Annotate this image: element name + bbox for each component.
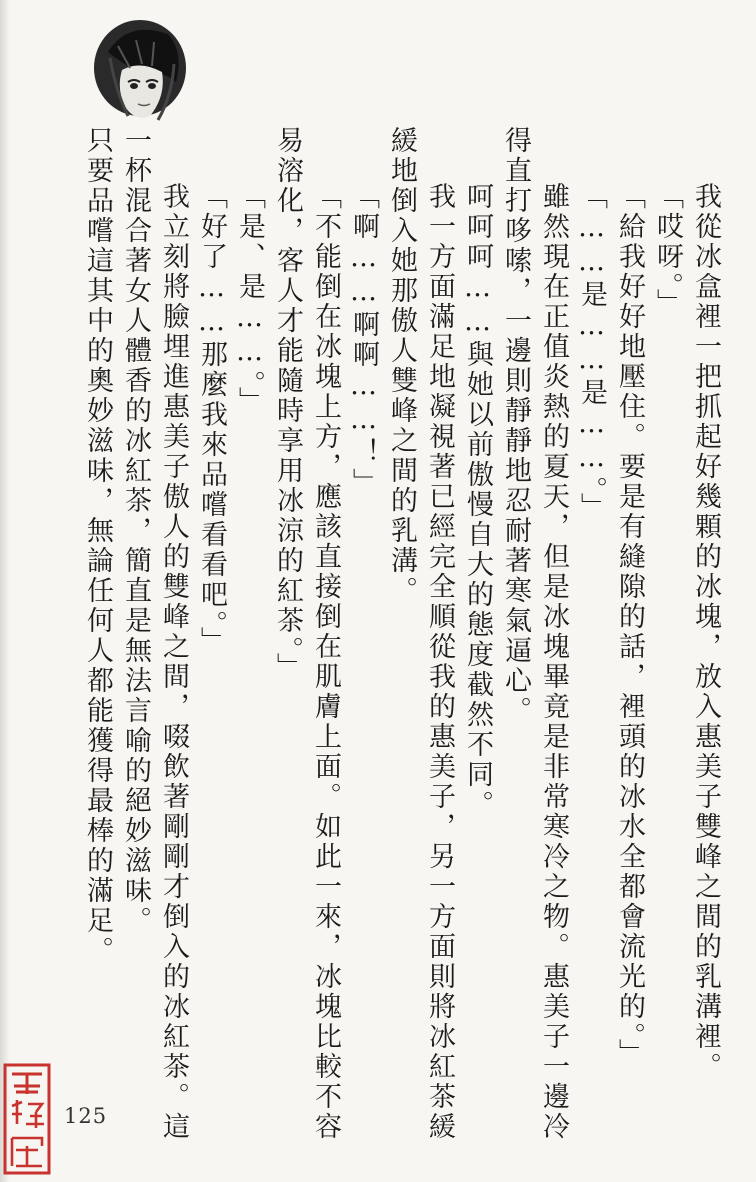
text-column bbox=[612, 182, 646, 1069]
text-line: 「不能倒在冰塊上方，應該直接倒在肌膚上面。如此一來，冰塊比較不容 bbox=[310, 182, 341, 1142]
text-column bbox=[232, 182, 266, 417]
text-column bbox=[308, 182, 342, 1142]
text-line: 我一方面滿足地凝視著已經完全順從我的惠美子，另一方面則將冰紅茶緩 bbox=[424, 182, 455, 1142]
text-line: 「是、是……。」 bbox=[234, 182, 265, 417]
text-line: 雖然現在正值炎熱的夏天，但是冰塊畢竟是非常寒冷之物。惠美子一邊冷 bbox=[538, 182, 569, 1142]
text-line: 「給我好好地壓住。要是有縫隙的話，裡頭的冰水全都會流光的。」 bbox=[614, 182, 645, 1069]
text-column bbox=[422, 182, 456, 1142]
text-column bbox=[346, 182, 380, 498]
text-column bbox=[498, 126, 532, 726]
text-column bbox=[194, 182, 228, 657]
text-column bbox=[650, 182, 684, 319]
text-line: 「好了……那麼我來品嚐看看吧。」 bbox=[196, 182, 227, 657]
text-line: 我立刻將臉埋進惠美子傲人的雙峰之間，啜飲著剛剛才倒入的冰紅茶。這 bbox=[158, 182, 189, 1142]
seal-stamp bbox=[2, 1062, 52, 1176]
text-line: 「啊……啊啊……！」 bbox=[348, 182, 379, 498]
text-column bbox=[270, 126, 304, 683]
text-line: 得直打哆嗦，一邊則靜靜地忍耐著寒氣逼心。 bbox=[500, 126, 531, 726]
text-line: 只要品嚐這其中的奧妙滋味，無論任何人都能獲得最棒的滿足。 bbox=[82, 126, 113, 966]
text-line: 呵呵呵……與她以前傲慢自大的態度截然不同。 bbox=[462, 182, 493, 820]
text-column bbox=[118, 126, 152, 936]
text-line: 一杯混合著女人體香的冰紅茶，簡直是無法言喻的絕妙滋味。 bbox=[120, 126, 151, 936]
portrait-illustration bbox=[88, 12, 192, 136]
text-line: 「……是……是……。」 bbox=[576, 182, 607, 523]
text-line: 緩地倒入她那傲人雙峰之間的乳溝。 bbox=[386, 126, 417, 606]
text-line: 易溶化，客人才能隨時享用冰涼的紅茶。」 bbox=[272, 126, 303, 683]
text-column bbox=[80, 126, 114, 966]
text-column bbox=[384, 126, 418, 606]
text-column bbox=[688, 182, 722, 1082]
text-column bbox=[460, 182, 494, 820]
page-number: 125 bbox=[64, 1104, 108, 1128]
text-column bbox=[156, 182, 190, 1142]
text-line: 我從冰盒裡一把抓起好幾顆的冰塊，放入惠美子雙峰之間的乳溝裡。 bbox=[690, 182, 721, 1082]
scan-edge-shadow bbox=[0, 0, 10, 1182]
text-column bbox=[536, 182, 570, 1142]
text-column bbox=[574, 182, 608, 523]
text-line: 「哎呀。」 bbox=[652, 182, 683, 319]
